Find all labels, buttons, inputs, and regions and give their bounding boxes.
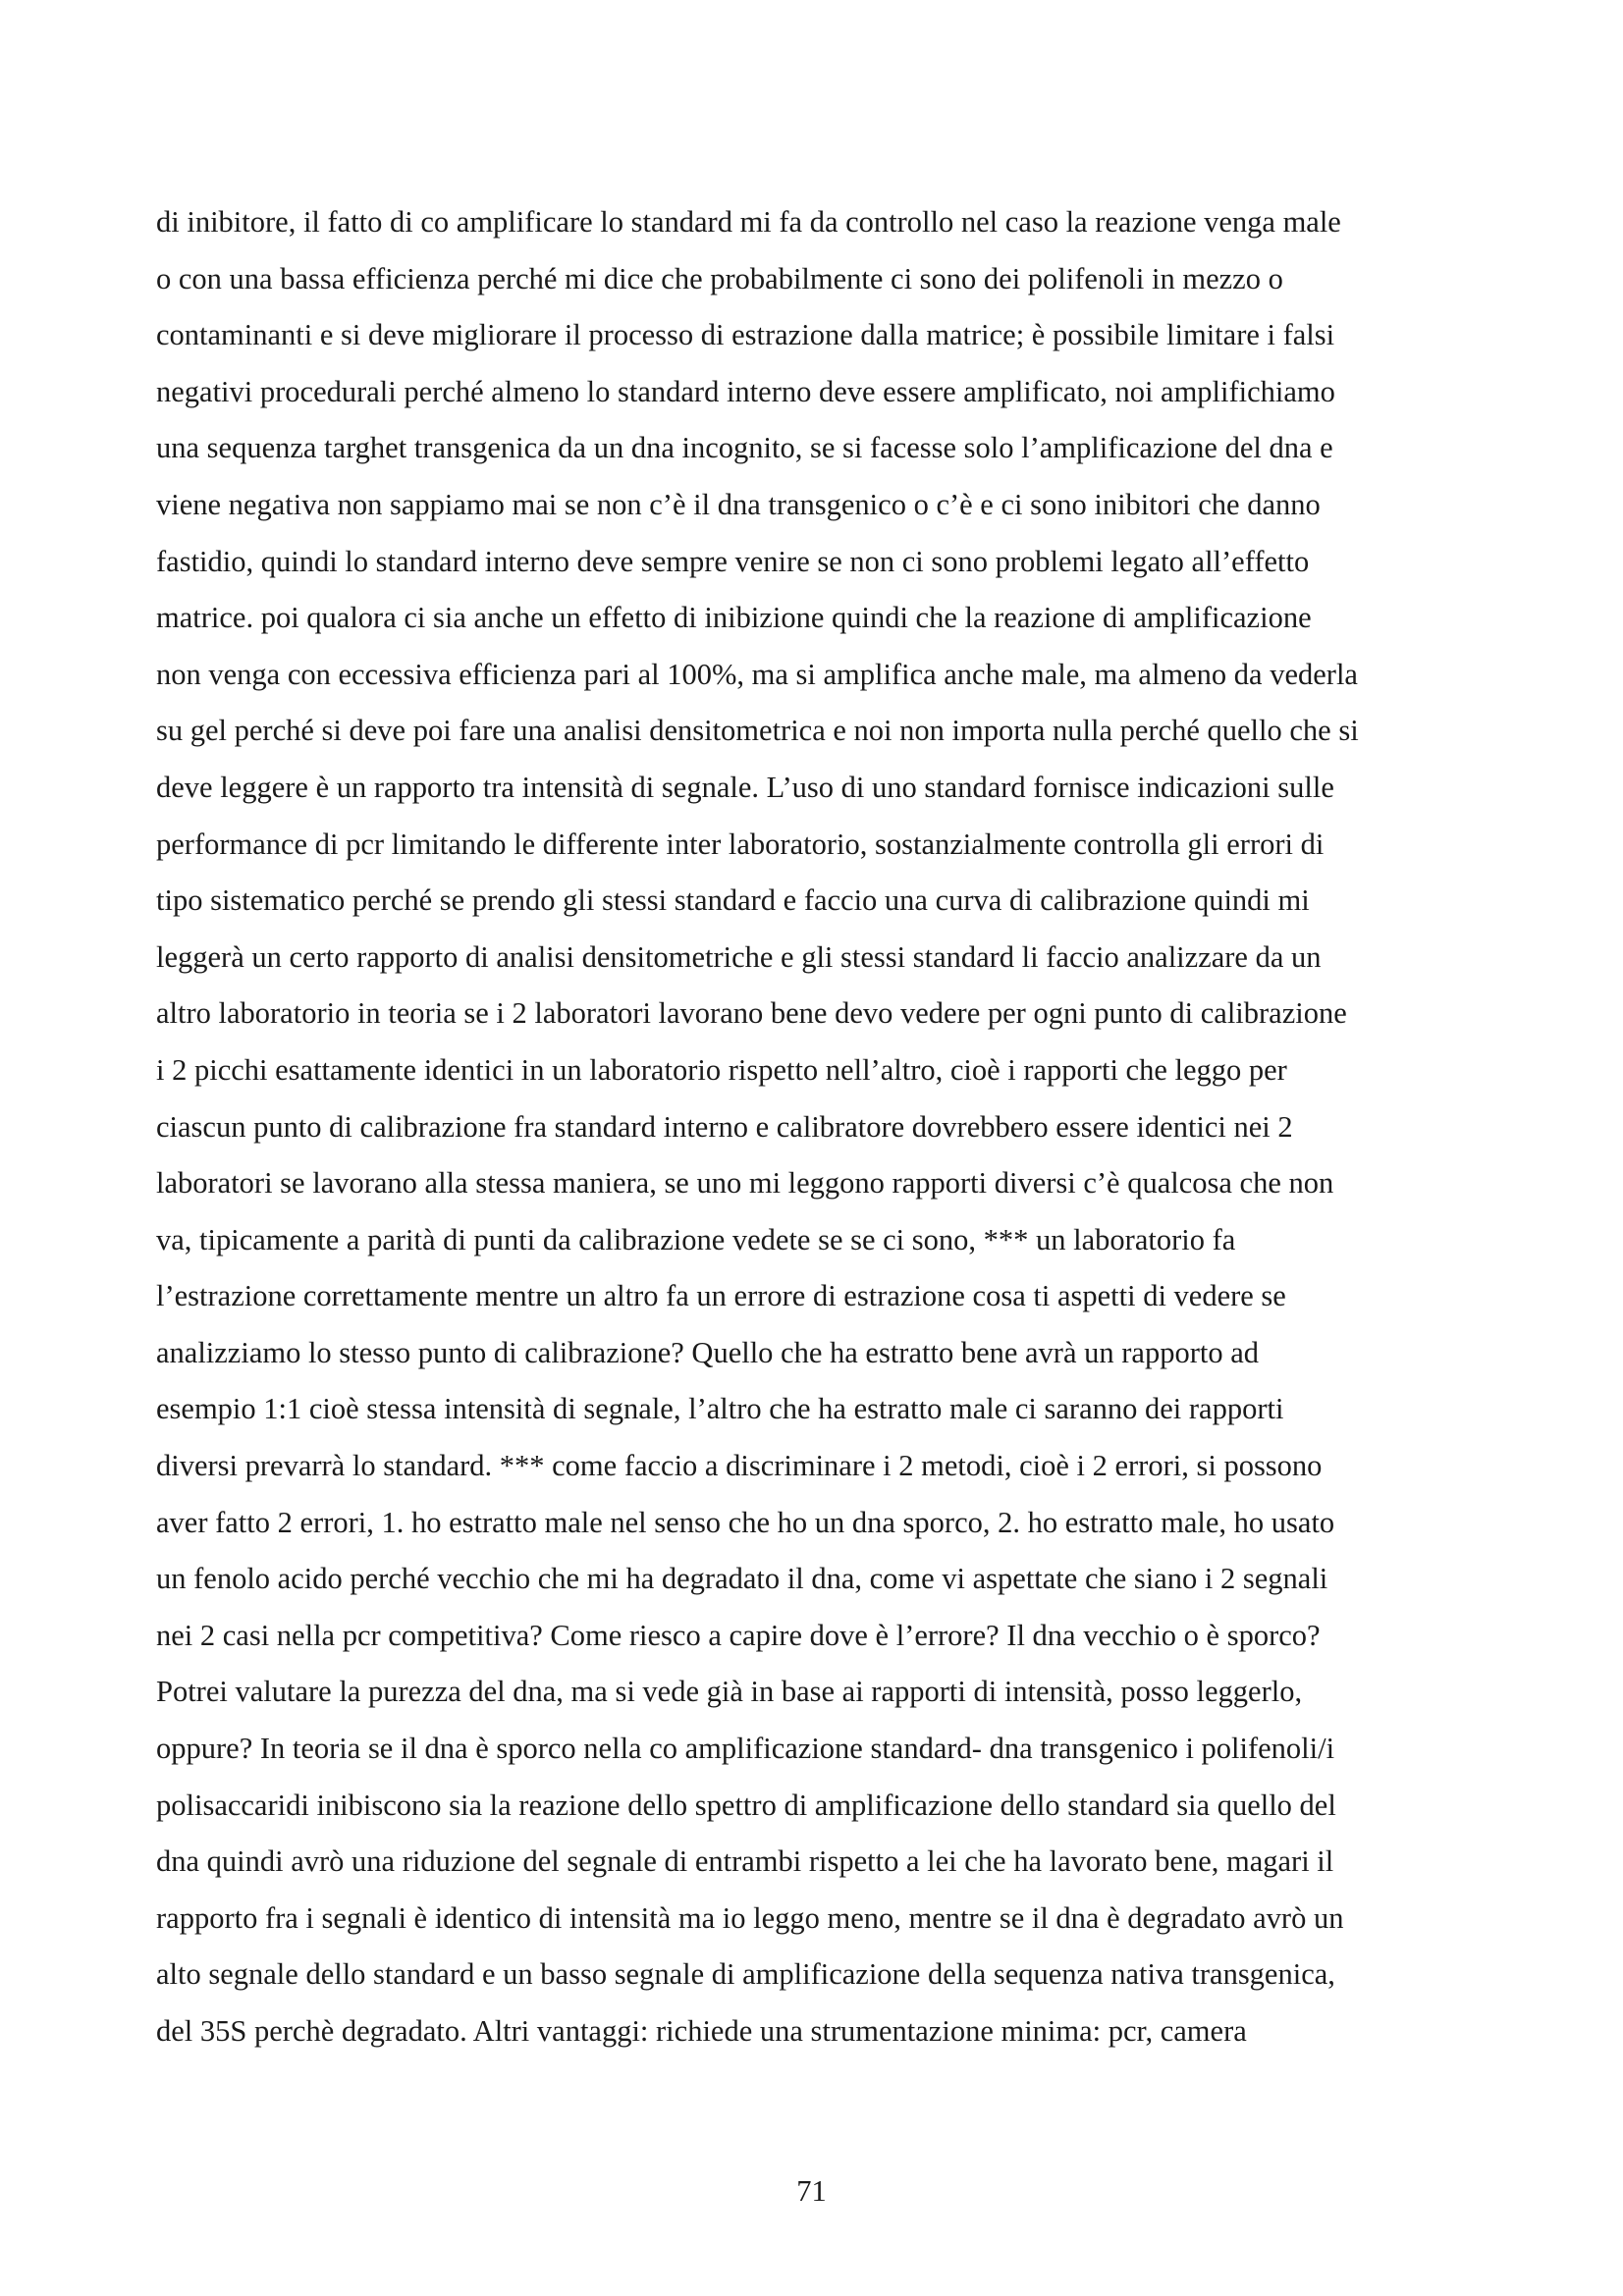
text-line-16: i 2 picchi esattamente identici in un laboratorio rispetto nell’altro, cioè i rapporti che leggo per: [156, 1052, 1287, 1087]
text-line-3: contaminanti e si deve migliorare il processo di estrazione dalla matrice; è possibile limitare i falsi: [156, 318, 1335, 352]
text-line-7: fastidio, quindi lo standard interno deve sempre venire se non ci sono problemi legato all’effetto: [156, 544, 1310, 578]
text-line-25: un fenolo acido perché vecchio che mi ha degradato il dna, come vi aspettate che siano i 2 segnali: [156, 1562, 1328, 1596]
text-line-18: laboratori se lavorano alla stessa maniera, se uno mi leggono rapporti diversi c’è qualcosa che non: [156, 1166, 1334, 1201]
text-line-21: analizziamo lo stesso punto di calibrazione? Quello che ha estratto bene avrà un rapporto ad: [156, 1335, 1259, 1369]
text-line-9: non venga con eccessiva efficienza pari al 100%, ma si amplifica anche male, ma almeno da vederla: [156, 657, 1358, 691]
text-line-19: va, tipicamente a parità di punti da calibrazione vedete se se ci sono, *** un laboratorio fa: [156, 1222, 1236, 1256]
text-line-20: l’estrazione correttamente mentre un altro fa un errore di estrazione cosa ti aspetti di vedere se: [156, 1279, 1286, 1313]
text-line-14: leggerà un certo rapporto di analisi densitometriche e gli stessi standard li faccio analizzare da un: [156, 939, 1322, 974]
text-line-29: polisaccaridi inibiscono sia la reazione dello spettro di amplificazione dello standard sia quello del: [156, 1788, 1336, 1822]
text-line-2: o con una bassa efficienza perché mi dice che probabilmente ci sono dei polifenoli in mezzo o: [156, 261, 1283, 295]
text-line-32: alto segnale dello standard e un basso segnale di amplificazione della sequenza nativa transgenica,: [156, 1957, 1335, 1992]
text-line-23: diversi prevarrà lo standard. *** come faccio a discriminare i 2 metodi, cioè i 2 errori, si possono: [156, 1449, 1323, 1483]
page-number: 71: [796, 2174, 827, 2208]
text-line-17: ciascun punto di calibrazione fra standard interno e calibratore dovrebbero essere identici nei 2: [156, 1109, 1293, 1144]
text-line-33: del 35S perchè degradato. Altri vantaggi: richiede una strumentazione minima: pcr, camera: [156, 2014, 1247, 2048]
text-line-10: su gel perché si deve poi fare una analisi densitometrica e noi non importa nulla perché quello che si: [156, 714, 1359, 748]
text-line-4: negativi procedurali perché almeno lo standard interno deve essere amplificato, noi amplifichiamo: [156, 374, 1335, 408]
text-line-6: viene negativa non sappiamo mai se non c’è il dna transgenico o c’è e ci sono inibitori che danno: [156, 487, 1321, 521]
text-line-12: performance di pcr limitando le differente inter laboratorio, sostanzialmente controlla gli errori di: [156, 827, 1325, 861]
text-line-5: una sequenza targhet transgenica da un dna incognito, se si facesse solo l’amplificazione del dna e: [156, 431, 1333, 465]
text-line-27: Potrei valutare la purezza del dna, ma si vede già in base ai rapporti di intensità, posso leggerlo,: [156, 1675, 1303, 1709]
text-line-30: dna quindi avrò una riduzione del segnale di entrambi rispetto a lei che ha lavorato bene, magari il: [156, 1844, 1334, 1879]
text-line-15: altro laboratorio in teoria se i 2 laboratori lavorano bene devo vedere per ogni punto di calibrazione: [156, 996, 1347, 1031]
text-line-26: nei 2 casi nella pcr competitiva? Come riesco a capire dove è l’errore? Il dna vecchio o è sporco?: [156, 1618, 1321, 1652]
text-line-28: oppure? In teoria se il dna è sporco nella co amplificazione standard- dna transgenico i polifenoli/i: [156, 1732, 1335, 1766]
text-line-22: esempio 1:1 cioè stessa intensità di segnale, l’altro che ha estratto male ci saranno dei rapporti: [156, 1392, 1284, 1426]
text-line-13: tipo sistematico perché se prendo gli stessi standard e faccio una curva di calibrazione quindi mi: [156, 883, 1310, 918]
text-line-24: aver fatto 2 errori, 1. ho estratto male nel senso che ho un dna sporco, 2. ho estratto male, ho usato: [156, 1505, 1335, 1539]
text-line-1: di inibitore, il fatto di co amplificare lo standard mi fa da controllo nel caso la reazione venga male: [156, 205, 1341, 239]
text-line-8: matrice. poi qualora ci sia anche un effetto di inibizione quindi che la reazione di amplificazione: [156, 601, 1312, 635]
body-text: [156, 194, 1491, 2060]
text-line-11: deve leggere è un rapporto tra intensità di segnale. L’uso di uno standard fornisce indicazioni sulle: [156, 770, 1334, 804]
text-line-31: rapporto fra i segnali è identico di intensità ma io leggo meno, mentre se il dna è degradato avrò un: [156, 1900, 1344, 1935]
